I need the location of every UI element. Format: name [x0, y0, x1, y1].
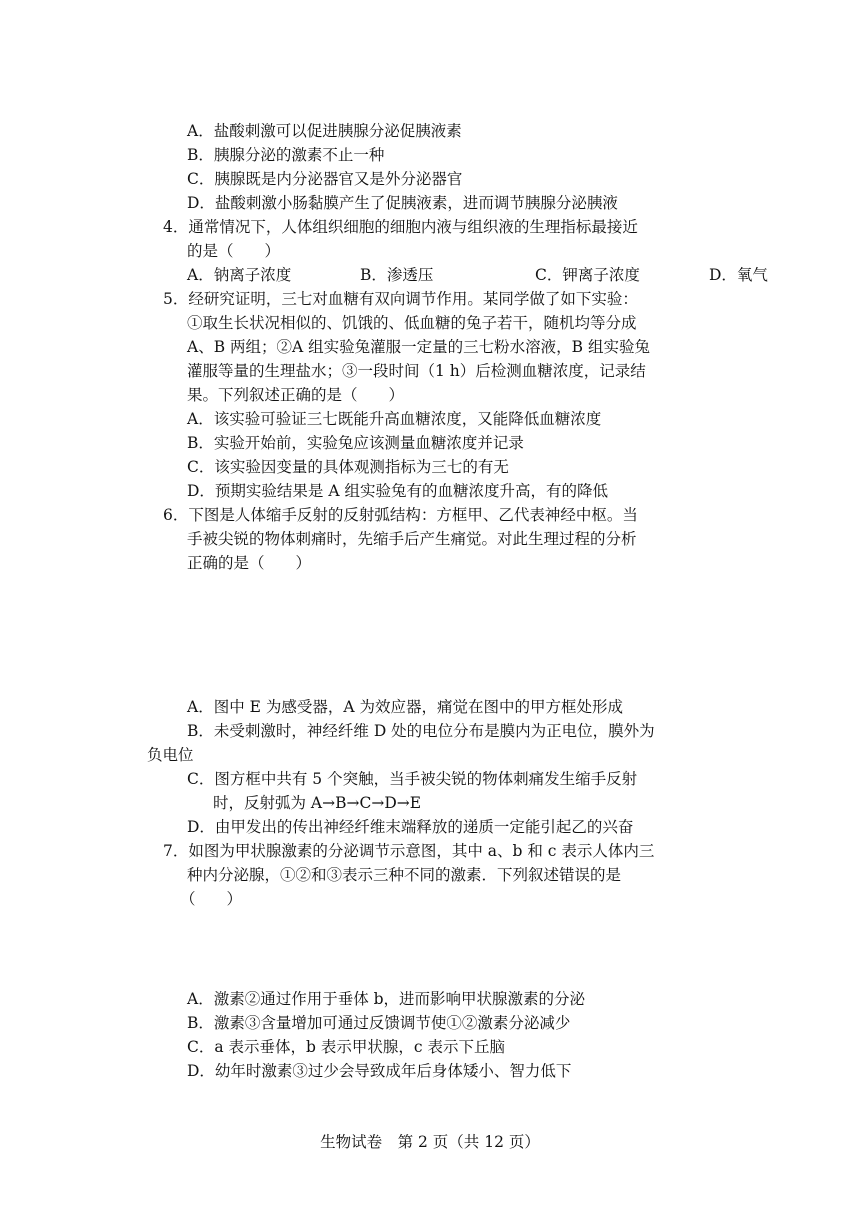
q5-option-d: D．预期实验结果是 A 组实验兔有的血糖浓度升高，有的降低: [187, 482, 608, 500]
q3-option-b: B．胰腺分泌的激素不止一种: [187, 146, 385, 164]
q4-stem-line1: 4．通常情况下，人体组织细胞的细胞内液与组织液的生理指标最接近: [163, 218, 638, 236]
q5-option-a: A．该实验可验证三七既能升高血糖浓度，又能降低血糖浓度: [187, 410, 602, 428]
q3-option-a: A．盐酸刺激可以促进胰腺分泌促胰液素: [187, 122, 462, 140]
q6-option-a: A．图中 E 为感受器，A 为效应器，痛觉在图中的甲方框处形成: [187, 698, 623, 716]
q6-option-c-line1: C．图方框中共有 5 个突触，当手被尖锐的物体刺痛发生缩手反射: [187, 770, 638, 788]
q7-stem-line3: （ ）: [180, 890, 243, 908]
q5-option-c: C．该实验因变量的具体观测指标为三七的有无: [187, 458, 509, 476]
q7-figure-area: [187, 916, 687, 982]
q5-stem-line5: 果。下列叙述正确的是（ ）: [187, 386, 405, 404]
q6-stem-line2: 手被尖锐的物体刺痛时，先缩手后产生痛觉。对此生理过程的分析: [187, 530, 637, 548]
q4-stem-line2: 的是（ ）: [187, 242, 281, 260]
q5-stem-line2: ①取生长状况相似的、饥饿的、低血糖的兔子若干，随机均等分成: [187, 314, 637, 332]
q7-stem-line1: 7．如图为甲状腺激素的分泌调节示意图，其中 a、b 和 c 表示人体内三: [163, 842, 655, 860]
q6-option-b-line2: 负电位: [147, 746, 194, 764]
q7-option-c: C．a 表示垂体，b 表示甲状腺，c 表示下丘脑: [187, 1038, 505, 1056]
q7-stem-line2: 种内分泌腺，①②和③表示三种不同的激素．下列叙述错误的是: [187, 866, 622, 884]
q4-option-b: B．渗透压: [360, 266, 434, 284]
q6-stem-line1: 6．下图是人体缩手反射的反射弧结构：方框甲、乙代表神经中枢。当: [163, 506, 638, 524]
page-footer: 生物试卷 第 2 页（共 12 页）: [320, 1133, 540, 1151]
q6-option-b-line1: B．未受刺激时，神经纤维 D 处的电位分布是膜内为正电位，膜外为: [187, 722, 655, 740]
q4-option-d: D．氧气: [709, 266, 768, 284]
q3-option-c: C．胰腺既是内分泌器官又是外分泌器官: [187, 170, 463, 188]
q6-option-c-line2: 时，反射弧为 A→B→C→D→E: [213, 794, 422, 812]
q6-option-d: D．由甲发出的传出神经纤维末端释放的递质一定能引起乙的兴奋: [187, 818, 634, 836]
q5-stem-line4: 灌服等量的生理盐水；③一段时间（1 h）后检测血糖浓度，记录结: [187, 362, 646, 380]
q4-option-a: A．钠离子浓度: [187, 266, 292, 284]
q6-figure-area: [187, 580, 687, 690]
q6-stem-line3: 正确的是（ ）: [187, 554, 312, 572]
q7-option-a: A．激素②通过作用于垂体 b，进而影响甲状腺激素的分泌: [187, 990, 586, 1008]
q5-option-b: B．实验开始前，实验兔应该测量血糖浓度并记录: [187, 434, 524, 452]
q7-option-b: B．激素③含量增加可通过反馈调节使①②激素分泌减少: [187, 1014, 571, 1032]
q4-option-c: C．钾离子浓度: [535, 266, 640, 284]
q5-stem-line3: A、B 两组；②A 组实验兔灌服一定量的三七粉水溶液，B 组实验兔: [187, 338, 650, 356]
q5-stem-line1: 5．经研究证明，三七对血糖有双向调节作用。某同学做了如下实验：: [163, 290, 638, 308]
q3-option-d: D．盐酸刺激小肠黏膜产生了促胰液素，进而调节胰腺分泌胰液: [187, 194, 618, 212]
q7-option-d: D．幼年时激素③过少会导致成年后身体矮小、智力低下: [187, 1062, 572, 1080]
